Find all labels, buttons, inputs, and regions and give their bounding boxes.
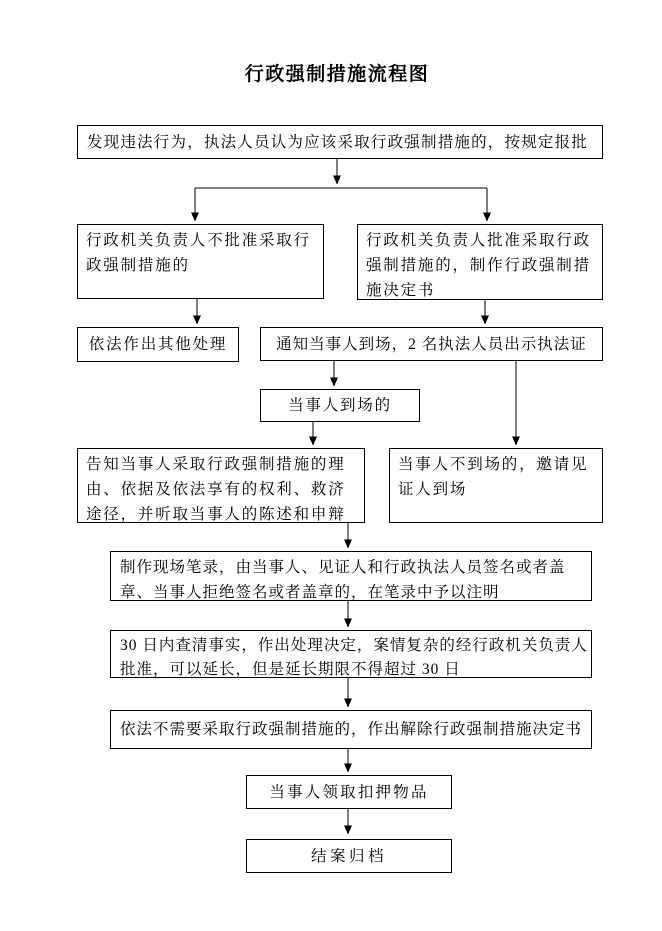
node-report-approval-label: 发现违法行为，执法人员认为应该采取行政强制措施的，按规定报批 [87, 133, 589, 151]
node-other-handling [77, 327, 239, 362]
node-notify-party [260, 327, 603, 361]
node-not-approved [77, 224, 324, 299]
node-notify-party-label: 通知当事人到场，2 名执法人员出示执法证 [276, 335, 587, 353]
node-claim-items [246, 775, 452, 809]
node-party-present [260, 389, 420, 422]
node-claim-items-label: 当事人领取扣押物品 [269, 783, 429, 801]
node-approved [357, 224, 603, 300]
node-party-present-label: 当事人到场的 [288, 397, 392, 414]
node-not-approved-label: 行政机关负责人不批准采取行政强制措施的 [86, 232, 311, 274]
node-decision-30days [110, 630, 592, 678]
node-party-absent-label: 当事人不到场的，邀请见证人到场 [398, 456, 589, 498]
node-other-handling-label: 依法作出其他处理 [88, 336, 228, 353]
node-report-approval [77, 125, 603, 159]
node-onsite-record [110, 551, 592, 601]
node-inform-rights [77, 448, 365, 523]
node-inform-rights-label: 告知当事人采取行政强制措施的理由、依据及依法享有的权利、救济途径，并听取当事人的陈述和申辩 [86, 456, 346, 523]
node-party-absent [389, 448, 603, 523]
node-case-closed-label: 结案归档 [310, 847, 387, 865]
node-onsite-record-label: 制作现场笔录，由当事人、见证人和行政执法人员签名或者盖章、当事人拒绝签名或者盖章的，在笔录中予以注明 [120, 559, 566, 601]
node-approved-label: 行政机关负责人批准采取行政强制措施的，制作行政强制措施决定书 [366, 232, 591, 299]
node-case-closed [246, 839, 452, 873]
node-release-decision [110, 710, 592, 749]
node-decision-30days-label: 30 日内查清事实，作出处理决定，案情复杂的经行政机关负责人批准，可以延长，但是延长期限不得超过 30 日 [120, 637, 588, 678]
page-title: 行政强制措施流程图 [244, 64, 430, 85]
node-release-decision-label: 依法不需要采取行政强制措施的，作出解除行政强制措施决定书 [120, 721, 583, 738]
